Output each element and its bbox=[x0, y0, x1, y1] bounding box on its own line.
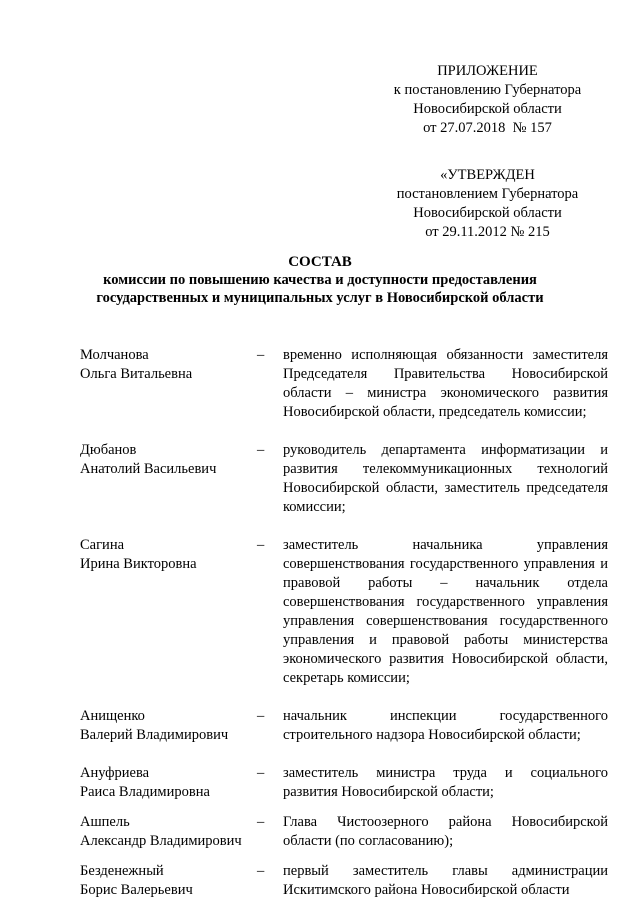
approval-line: от 29.11.2012 № 215 bbox=[425, 224, 550, 240]
member-surname: Сагина bbox=[80, 537, 125, 553]
appendix-line: от 27.07.2018 № 157 bbox=[423, 120, 552, 136]
member-row bbox=[80, 346, 608, 422]
dash-separator: – bbox=[257, 347, 265, 363]
member-role: начальник инспекции государственного строительного надзора Новосибирской области; bbox=[283, 708, 608, 743]
member-role: заместитель министра труда и социального развития Новосибирской области; bbox=[283, 765, 608, 800]
approval-line: «УТВЕРЖДЕН bbox=[440, 167, 535, 183]
title-subtitle-line: государственных и муниципальных услуг в Новосибирской области bbox=[96, 289, 544, 306]
approval-line: постановлением Губернатора bbox=[396, 186, 579, 202]
appendix-line: к постановлению Губернатора bbox=[393, 82, 582, 98]
member-role: временно исполняющая обязанности заместителя Председателя Правительства Новосибирской области – министра экономического развития Новосибирской области, председатель комиссии; bbox=[283, 347, 608, 420]
member-given-names: Александр Владимирович bbox=[80, 833, 242, 849]
member-surname: Ануфриева bbox=[80, 765, 150, 781]
member-surname: Ашпель bbox=[80, 814, 130, 830]
member-given-names: Валерий Владимирович bbox=[80, 727, 229, 743]
member-surname: Анищенко bbox=[80, 708, 145, 724]
member-name bbox=[80, 862, 257, 900]
members-list bbox=[80, 346, 608, 900]
dash-separator: – bbox=[257, 765, 265, 781]
member-surname: Безденежный bbox=[80, 863, 164, 879]
member-row bbox=[80, 813, 608, 851]
member-name bbox=[80, 707, 257, 745]
member-surname: Дюбанов bbox=[80, 442, 137, 458]
dash-separator: – bbox=[257, 442, 265, 458]
member-role: руководитель департамента информатизации и развития телекоммуникационных технологий Новосибирской области, заместитель председателя комиссии; bbox=[283, 442, 608, 515]
document-title bbox=[70, 253, 570, 307]
member-name bbox=[80, 346, 257, 422]
member-given-names: Анатолий Васильевич bbox=[80, 461, 217, 477]
approval-line: Новосибирской области bbox=[413, 205, 562, 221]
member-row bbox=[80, 764, 608, 802]
member-row bbox=[80, 536, 608, 688]
member-name bbox=[80, 764, 257, 802]
member-name bbox=[80, 813, 257, 851]
approval-header bbox=[380, 166, 595, 242]
member-role: Глава Чистоозерного района Новосибирской области (по согласованию); bbox=[283, 814, 608, 849]
appendix-line: ПРИЛОЖЕНИЕ bbox=[437, 63, 538, 79]
member-name bbox=[80, 536, 257, 688]
member-given-names: Борис Валерьевич bbox=[80, 882, 193, 898]
member-given-names: Раиса Владимировна bbox=[80, 784, 210, 800]
dash-separator: – bbox=[257, 708, 265, 724]
member-role: заместитель начальника управления совершенствования государственного управления и правовой работы – начальник отдела совершенствования государственного управления управления совершенствования государственного управления и правовой работы министерства экономического развития Новосибирской области, секретарь комиссии; bbox=[283, 537, 608, 686]
member-surname: Молчанова bbox=[80, 347, 149, 363]
member-given-names: Ирина Викторовна bbox=[80, 556, 197, 572]
appendix-line: Новосибирской области bbox=[413, 101, 562, 117]
dash-separator: – bbox=[257, 537, 265, 553]
title-subtitle-line: комиссии по повышению качества и доступности предоставления bbox=[103, 272, 537, 288]
dash-separator: – bbox=[257, 863, 265, 879]
title-main: СОСТАВ bbox=[288, 254, 352, 270]
dash-separator: – bbox=[257, 814, 265, 830]
member-row bbox=[80, 707, 608, 745]
appendix-header bbox=[380, 62, 595, 138]
member-name bbox=[80, 441, 257, 517]
member-role: первый заместитель главы администрации Искитимского района Новосибирской области bbox=[283, 863, 608, 898]
member-row bbox=[80, 862, 608, 900]
member-given-names: Ольга Витальевна bbox=[80, 366, 193, 382]
member-row bbox=[80, 441, 608, 517]
